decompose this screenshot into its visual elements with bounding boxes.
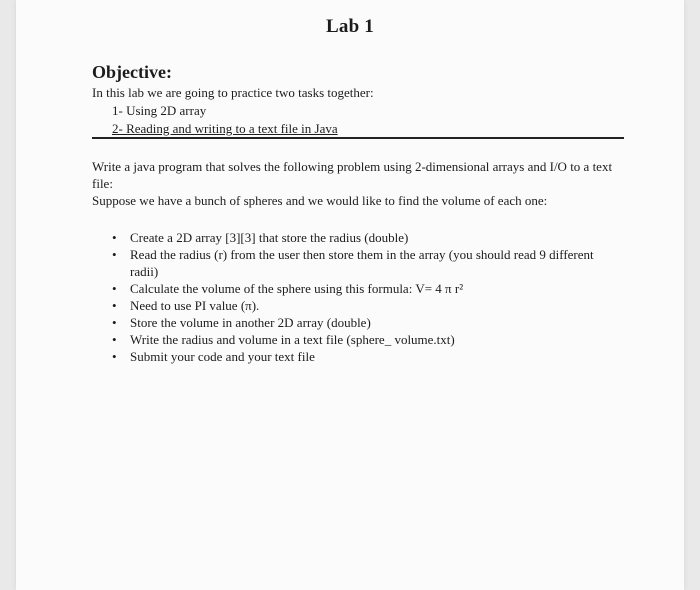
task-item-1: 1- Using 2D array bbox=[112, 103, 207, 118]
page-title: Lab 1 bbox=[326, 16, 374, 37]
task-item-2 bbox=[112, 120, 338, 138]
task-list bbox=[112, 102, 338, 138]
requirement-item: • Calculate the volume of the sphere using this formula: V= 4 π r² bbox=[112, 280, 612, 297]
requirement-item: • Write the radius and volume in a text file (sphere_ volume.txt) bbox=[112, 331, 612, 348]
requirement-item: • Submit your code and your text file bbox=[112, 348, 612, 365]
objective-heading: Objective: bbox=[92, 62, 172, 82]
problem-statement bbox=[92, 158, 622, 209]
problem-paragraph-2: Suppose we have a bunch of spheres and we would like to find the volume of each one: bbox=[92, 193, 548, 208]
requirements-list bbox=[112, 229, 612, 365]
task-item-2-text: 2- Reading and writing to a text file in Java bbox=[112, 121, 338, 136]
document-page bbox=[16, 0, 684, 590]
requirement-item: • Need to use PI value (π). bbox=[112, 297, 612, 314]
objective-intro: In this lab we are going to practice two tasks together: bbox=[92, 85, 374, 100]
requirement-item: • Create a 2D array [3][3] that store the radius (double) bbox=[112, 229, 612, 246]
section-divider bbox=[92, 137, 624, 139]
requirement-item: • Read the radius (r) from the user then store them in the array (you should read 9 different radii) bbox=[112, 246, 612, 280]
problem-paragraph-1: Write a java program that solves the following problem using 2-dimensional arrays and I/O to a text file: bbox=[92, 159, 613, 191]
requirement-item: • Store the volume in another 2D array (double) bbox=[112, 314, 612, 331]
